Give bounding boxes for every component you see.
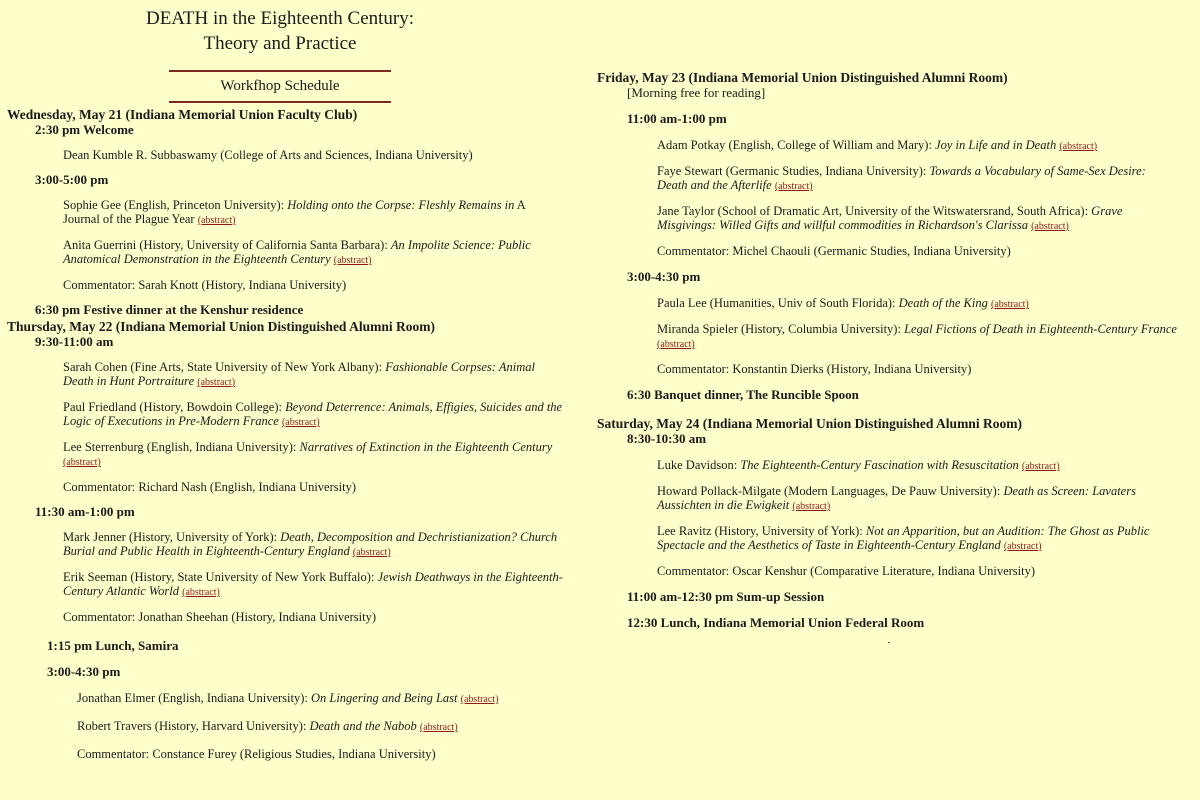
paper-entry [0,198,563,228]
paper-entry [0,530,563,560]
speaker: Paula Lee (Humanities, Univ of South Florida): [657,296,899,310]
commentator-entry: Commentator: Oscar Kenshur (Comparative Literature, Indiana University) [657,564,1036,578]
abstract-link[interactable]: (abstract) [182,587,220,598]
paper-entry [0,440,563,470]
slot-time: 3:00-4:30 pm [627,269,701,284]
speaker: Luke Davidson: [657,458,741,472]
slot-time: 12:30 Lunch, Indiana Memorial Union Federal Room [627,615,925,630]
paper-title: Not an Apparition, but an Audition: The Ghost as Public Spectacle and the Aesthetics of Taste in Eighteenth-Century England [657,524,1150,552]
paper-entry [590,138,1177,154]
paper-entry [590,164,1177,194]
commentator-entry: Commentator: Sarah Knott (History, Indiana University) [63,278,347,292]
paper-entry [0,570,563,600]
abstract-link[interactable]: (abstract) [63,457,101,468]
paper-entry [0,238,563,268]
paper-title: Death, Decomposition and Dechristianization? Church Burial and Public Health in Eighteenth-Century England [63,530,558,558]
masthead [0,0,560,103]
slot-time: 9:30-11:00 am [35,334,114,349]
paper-title: An Impolite Science: Public Anatomical Demonstration in the Eighteenth Century [63,238,531,266]
paper-title: Legal Fictions of Death in Eighteenth-Century France [904,322,1177,336]
title-line-1: DEATH in the Eighteenth Century: [145,8,415,29]
speaker-entry: Dean Kumble R. Subbaswamy (College of Arts and Sciences, Indiana University) [63,148,473,162]
stray-dot [888,642,890,643]
commentator-entry: Commentator: Jonathan Sheehan (History, Indiana University) [63,610,377,624]
abstract-link[interactable]: (abstract) [657,339,695,350]
slot-time: 11:00 am-1:00 pm [627,111,727,126]
slot-time: 1:15 pm Lunch, Samira [47,638,179,653]
paper-title: Narratives of Extinction in the Eighteenth Century [299,440,553,454]
paper-title: Holding onto the Corpse: Fleshly Remains in [287,198,515,212]
paper-entry [590,458,1177,474]
paper-entry [590,524,1177,554]
paper-entry [0,691,563,707]
paper-entry [590,322,1177,352]
abstract-link[interactable]: (abstract) [1059,141,1098,152]
speaker: Lee Ravitz (History, University of York): [657,524,866,538]
left-column [0,0,580,761]
paper-title: Towards a Vocabulary of Same-Sex Desire: Death and the Afterlife [657,164,1146,192]
speaker: Lee Sterrenburg (English, Indiana University): [63,440,300,454]
day-heading: Friday, May 23 (Indiana Memorial Union Distinguished Alumni Room) [597,70,1008,85]
paper-entry [590,296,1177,312]
paper-title: The Eighteenth-Century Fascination with Resuscitation [740,458,1019,472]
commentator-entry: Commentator: Konstantin Dierks (History, Indiana University) [657,362,972,376]
day-thursday [0,320,580,761]
page-subtitle: Workfhop Schedule [220,78,340,94]
schedule-note: [Morning free for reading] [627,85,766,100]
paper-title-suffix: A Journal of the Plague Year [63,198,526,226]
speaker: Howard Pollack-Milgate (Modern Languages, De Pauw University): [657,484,1004,498]
slot-time: 6:30 pm Festive dinner at the Kenshur residence [35,302,304,317]
abstract-link[interactable]: (abstract) [1003,541,1042,552]
abstract-link[interactable]: (abstract) [460,694,499,705]
abstract-link[interactable]: (abstract) [1031,221,1069,232]
abstract-link[interactable]: (abstract) [197,377,236,388]
paper-entry [590,484,1177,514]
paper-title: Fashionable Corpses: Animal Death in Hunt Portraiture [63,360,535,388]
slot-time: 11:30 am-1:00 pm [35,504,135,519]
title-line-2: Theory and Practice [203,33,357,54]
paper-entry [0,400,563,430]
day-wednesday [0,108,580,317]
paper-title: Grave Misgivings: Willed Gifts and willful commodities in Richardson's Clarissa [657,204,1123,232]
paper-title: Beyond Deterrence: Animals, Effigies, Suicides and the Logic of Executions in Pre-Modern France [63,400,563,428]
paper-entry [0,360,563,390]
commentator-entry: Commentator: Michel Chaouli (Germanic Studies, Indiana University) [657,244,1011,258]
speaker: Paul Friedland (History, Bowdoin College): [63,400,286,414]
abstract-link[interactable]: (abstract) [352,547,391,558]
divider-bottom [169,101,391,103]
speaker: Faye Stewart (Germanic Studies, Indiana University): [657,164,930,178]
slot-time: 2:30 pm Welcome [35,122,134,137]
commentator-entry: Commentator: Richard Nash (English, Indiana University) [63,480,356,494]
day-heading: Wednesday, May 21 (Indiana Memorial Union Faculty Club) [7,107,358,122]
day-saturday [590,417,1190,630]
abstract-link[interactable]: (abstract) [774,181,813,192]
commentator-entry: Commentator: Constance Furey (Religious Studies, Indiana University) [77,747,436,761]
abstract-link[interactable]: (abstract) [281,417,320,428]
speaker: Jonathan Elmer (English, Indiana University): [77,691,311,705]
slot-time: 3:00-5:00 pm [35,172,109,187]
day-friday [590,71,1190,402]
speaker: Jane Taylor (School of Dramatic Art, University of the Witswatersrand, South Africa): [657,204,1092,218]
abstract-link[interactable]: (abstract) [1021,461,1060,472]
paper-title: Joy in Life and in Death [935,138,1057,152]
speaker: Miranda Spieler (History, Columbia University): [657,322,905,336]
slot-time: 11:00 am-12:30 pm Sum-up Session [627,589,825,604]
speaker: Mark Jenner (History, University of York): [63,530,281,544]
day-heading: Thursday, May 22 (Indiana Memorial Union Distinguished Alumni Room) [7,319,435,334]
speaker: Sophie Gee (English, Princeton University): [63,198,288,212]
paper-title: Death as Screen: Lavaters Aussichten in die Ewigkeit [657,484,1136,512]
slot-time: 8:30-10:30 am [627,431,707,446]
abstract-link[interactable]: (abstract) [792,501,831,512]
paper-title: On Lingering and Being Last [310,691,458,705]
paper-entry [590,204,1177,234]
paper-title: Death and the Nabob [309,719,417,733]
abstract-link[interactable]: (abstract) [197,215,236,226]
paper-entry [0,719,563,735]
speaker: Sarah Cohen (Fine Arts, State University of New York Albany): [63,360,386,374]
paper-title: Death of the King [898,296,988,310]
abstract-link[interactable]: (abstract) [333,255,372,266]
slot-time: 6:30 Banquet dinner, The Runcible Spoon [627,387,859,402]
day-heading: Saturday, May 24 (Indiana Memorial Union Distinguished Alumni Room) [597,416,1022,431]
abstract-link[interactable]: (abstract) [991,299,1029,310]
slot-time: 3:00-4:30 pm [47,664,121,679]
abstract-link[interactable]: (abstract) [419,722,458,733]
page-title [0,6,560,56]
paper-title: Jewish Deathways in the Eighteenth-Century Atlantic World [63,570,563,598]
speaker: Erik Seeman (History, State University of New York Buffalo): [63,570,378,584]
speaker: Anita Guerrini (History, University of California Santa Barbara): [63,238,391,252]
speaker: Adam Potkay (English, College of William and Mary): [657,138,936,152]
speaker: Robert Travers (History, Harvard University): [77,719,310,733]
